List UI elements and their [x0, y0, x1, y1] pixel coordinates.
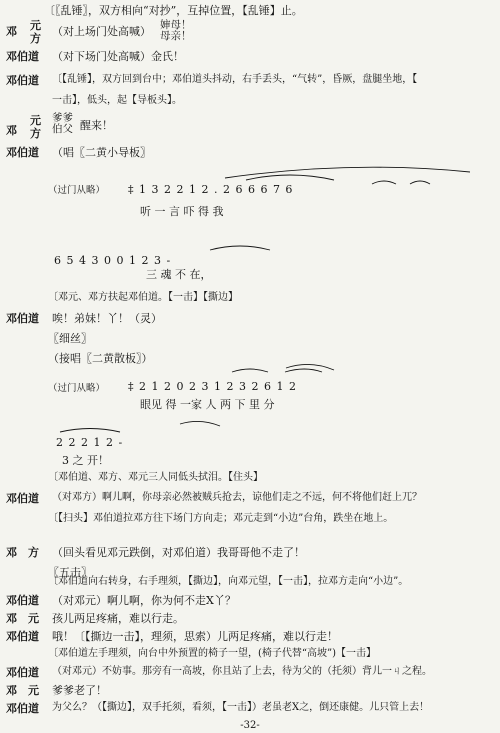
dialogue-text: 唉！弟妹！丫！（灵） — [52, 312, 162, 325]
lyrics-line-2 — [146, 268, 212, 281]
speaker-name: 邓 元 — [6, 684, 39, 697]
speaker-char: 邓 — [6, 124, 17, 137]
stage-text: 一击】，低头，起【导板头】。 — [52, 95, 182, 106]
speaker-char: 方 — [30, 127, 41, 140]
music-note: （过门从略） — [48, 383, 106, 394]
speaker-name: 邓伯道 — [6, 312, 39, 325]
dialogue-text: 为父么？（【撕边】，双手托须，看须，【一击】）老虽老X之，倒还康健。儿只管上去！ — [52, 702, 430, 713]
stage-text: 〔〖乱锤〗，双方相向“对抄”，互掉位置，【乱锤】止。 — [44, 4, 303, 17]
speaker-name: 邓伯道 — [6, 146, 39, 159]
dialogue-text: （回头看见邓元跌倒，对邓伯道）我哥哥他不走了！ — [52, 546, 305, 559]
stage-text: 〔【扫头】邓伯道拉邓方往下场门方向走；邓元走到“小边”台角，跌坐在地上。 — [48, 513, 394, 524]
music-mark — [48, 352, 153, 365]
jianpu-numbers: ‡ 2 1 2 0 2 3 1 2 3 2 6 1 2 — [128, 380, 297, 393]
dialogue-text: （对上场门处高喊） — [52, 25, 151, 38]
speaker-name: 邓伯道 — [6, 630, 39, 643]
stage-continued — [52, 95, 182, 107]
stage-direction-20 — [48, 472, 263, 484]
lyrics-line-4 — [62, 454, 109, 467]
speaker-name: 邓 方 — [6, 546, 39, 559]
speaker-deng-yuan-fang-2 — [6, 114, 41, 140]
jianpu-numbers: 2 2 2 1 2 - — [56, 436, 124, 449]
page-number-text: -32- — [240, 720, 260, 731]
dialogue-text: （对邓元）不妨事。那旁有一高坡，你且站了上去，待为父的（托须）背儿一ㄐ之程。 — [52, 666, 432, 677]
speaker-deng-yuan-fang — [6, 19, 41, 45]
jianpu-line-4 — [56, 436, 123, 449]
stacked-words — [52, 113, 73, 135]
music-note: （过门从略） — [48, 185, 106, 196]
stacked-word: 伯父 — [52, 123, 73, 135]
speaker-name: 邓伯道 — [6, 594, 39, 607]
speaker-char: 方 — [30, 32, 41, 45]
page-number — [0, 720, 500, 732]
jianpu-numbers: 6 5 4 3 0 0 1 2 3 - — [54, 254, 172, 267]
speaker-name: 邓伯道 — [6, 74, 39, 87]
speaker-char: 元 — [30, 19, 41, 32]
dialogue-text: （对邓元）啊儿啊，你为何不走X丫？ — [52, 594, 236, 607]
music-note: （接唱〖二黄散板〗） — [48, 352, 153, 365]
speaker-name: 邓伯道 — [6, 50, 39, 63]
stacked-word: 爹爹 — [52, 112, 73, 124]
stage-direction-22 — [48, 513, 393, 525]
stage-text: 〔邓伯道、邓方、邓元三人同低头拭泪。【住头】 — [48, 472, 263, 483]
music-mark — [48, 332, 92, 345]
stage-direction-25 — [48, 576, 408, 588]
dialogue-text: （对下场门处高喊）金氏！ — [52, 50, 184, 63]
lyrics-line-1 — [140, 205, 223, 218]
stage-direction-1 — [44, 4, 303, 17]
speaker-name: 邓 元 — [6, 612, 39, 625]
dialogue-text: 孩儿两足疼痛，难以行走。 — [52, 612, 184, 625]
music-prelude-note — [48, 185, 105, 196]
dialogue-text: （唱〖二黄小导板〗 — [52, 146, 151, 159]
speaker-char: 元 — [30, 114, 41, 127]
dialogue-text: 醒来！ — [80, 119, 113, 132]
speaker-name: 邓伯道 — [6, 666, 39, 679]
speaker-name: 邓伯道 — [6, 702, 39, 715]
speaker-char: 邓 — [6, 25, 17, 38]
music-note: 〖五击〗 — [48, 566, 92, 579]
music-note: 〖细丝〗 — [48, 332, 92, 345]
jianpu-numbers: ‡ 1 3 2 2 1 2 . 2 6 6 6 7 6 — [128, 183, 294, 196]
stage-text: 〔【乱锤】，双方回到台中；邓伯道头抖动，右手丢头，“气转”，昏厥，盘腿坐地，【 — [52, 74, 418, 85]
lyrics-text: 听 一 言 吓 得 我 — [140, 205, 224, 218]
music-prelude-note — [48, 383, 105, 394]
stage-direction-29 — [48, 648, 376, 660]
stacked-word: 婶母！ — [160, 19, 192, 31]
dialogue-line — [52, 25, 151, 38]
lyrics-text: 三 魂 不 在， — [146, 268, 212, 281]
stage-direction-12 — [48, 292, 238, 304]
lyrics-text: 3 之 开！ — [62, 454, 109, 467]
dialogue-text: 哦！〔【撕边一击】，理须，思索）儿两足疼痛，难以行走！ — [52, 630, 338, 643]
dialogue-text: 爹爹老了！ — [52, 684, 107, 697]
stage-text: 〔邓元、邓方扶起邓伯道。【一击】【撕边】 — [48, 292, 238, 303]
lyrics-text: 眼见 得 一家 人 两 下 里 分 — [140, 398, 275, 411]
dialogue-line — [80, 119, 113, 132]
stacked-word: 母亲！ — [160, 30, 192, 42]
stacked-words — [160, 20, 192, 42]
speaker-name: 邓伯道 — [6, 492, 39, 505]
stage-text: 〔邓伯道向右转身，右手理须，【撕边】，向邓元望，【一击】，拉邓方走向“小边”。 — [48, 576, 409, 587]
jianpu-line-2 — [54, 254, 171, 267]
stage-text: 〔邓伯道左手理须，向台中外预置的椅子一望，(椅子代替“高坡”)【一击】 — [48, 648, 377, 659]
jianpu-line-1 — [128, 183, 293, 196]
lyrics-line-3 — [140, 398, 274, 411]
dialogue-text: （对邓方）啊儿啊，你母亲必然被贼兵抢去，谅他们走之不远，何不将他们赶上兀？ — [52, 492, 422, 503]
jianpu-line-3 — [128, 380, 297, 393]
